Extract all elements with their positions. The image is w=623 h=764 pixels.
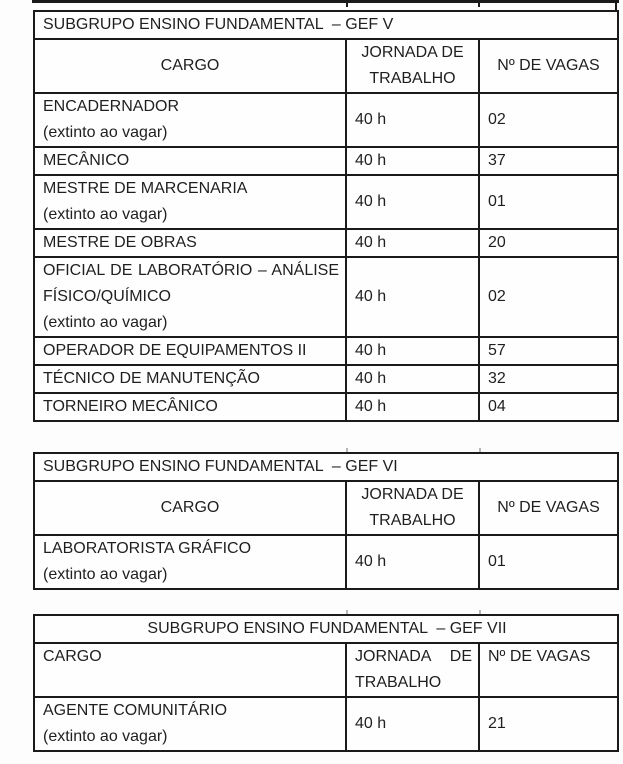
table-row (34, 365, 618, 393)
table-section-gef-vi (33, 452, 617, 590)
table-row (34, 229, 618, 257)
cargo-title: MESTRE DE OBRAS (43, 234, 197, 251)
column-header-jornada: JORNADA DE TRABALHO (346, 481, 479, 535)
scan-artifact-stub (346, 448, 348, 452)
jornada-cell: 40 h (346, 93, 479, 147)
cargo-title: TORNEIRO MECÂNICO (43, 398, 218, 415)
column-header-vagas: Nº DE VAGAS (479, 481, 618, 535)
cargo-note: (extinto ao vagar) (43, 566, 168, 583)
jornada-cell: 40 h (346, 697, 479, 751)
cargo-title: ENCADERNADOR (43, 98, 180, 115)
vagas-cell: 02 (479, 257, 618, 337)
cargo-cell (34, 535, 346, 589)
vagas-cell: 57 (479, 337, 618, 365)
column-header-vagas: Nº DE VAGAS (479, 39, 618, 93)
table-row (34, 257, 618, 337)
cargo-title: MECÂNICO (43, 152, 130, 169)
cargo-cell (34, 175, 346, 229)
cargo-title: LABORATORISTA GRÁFICO (43, 540, 252, 557)
cargo-cell (34, 257, 346, 337)
table-row (34, 535, 618, 589)
jornada-cell: 40 h (346, 257, 479, 337)
column-separator-stub (478, 3, 480, 7)
table-corner-stub (615, 3, 617, 10)
table-title-row (34, 11, 618, 39)
vagas-cell: 32 (479, 365, 618, 393)
vagas-cell: 21 (479, 697, 618, 751)
scan-artifact-stub (479, 448, 481, 452)
table-title: SUBGRUPO ENSINO FUNDAMENTAL – GEF V (34, 11, 618, 39)
cargo-title: TÉCNICO DE MANUTENÇÃO (43, 370, 260, 387)
vagas-cell: 02 (479, 93, 618, 147)
column-header-cargo: CARGO (34, 481, 346, 535)
vagas-cell: 04 (479, 393, 618, 421)
vagas-cell: 01 (479, 535, 618, 589)
jornada-cell: 40 h (346, 365, 479, 393)
cargo-cell (34, 147, 346, 175)
table-title-row (34, 453, 618, 481)
table-section-gef-vii (33, 614, 617, 752)
scan-artifact-stub (346, 610, 348, 614)
table-title-row (34, 615, 618, 643)
column-header-cargo: CARGO (34, 643, 346, 697)
cargo-cell (34, 93, 346, 147)
table-header-row (34, 481, 618, 535)
cargo-cell (34, 697, 346, 751)
table-row (34, 93, 618, 147)
table-row (34, 697, 618, 751)
column-separator-stub (346, 3, 348, 7)
cargo-cell (34, 229, 346, 257)
cargo-note: (extinto ao vagar) (43, 728, 168, 745)
vagas-cell: 01 (479, 175, 618, 229)
table-row (34, 393, 618, 421)
jornada-cell: 40 h (346, 393, 479, 421)
cargo-cell (34, 393, 346, 421)
jornada-cell: 40 h (346, 147, 479, 175)
vagas-cell: 20 (479, 229, 618, 257)
jornada-cell: 40 h (346, 535, 479, 589)
table-row (34, 175, 618, 229)
cargo-title: OFICIAL DE LABORATÓRIO – ANÁLISE FÍSICO/QUÍMICO (43, 262, 339, 305)
cargo-title: AGENTE COMUNITÁRIO (43, 702, 228, 719)
table-header-row (34, 39, 618, 93)
table-gef-vi (33, 452, 619, 590)
table-gef-v (33, 10, 619, 422)
cargo-cell (34, 337, 346, 365)
cargo-cell (34, 365, 346, 393)
table-section-gef-v (33, 10, 617, 422)
jornada-cell: 40 h (346, 229, 479, 257)
cargo-title: MESTRE DE MARCENARIA (43, 180, 248, 197)
column-header-jornada: JORNADA DE TRABALHO (346, 643, 479, 697)
cargo-note: (extinto ao vagar) (43, 124, 168, 141)
column-header-cargo: CARGO (34, 39, 346, 93)
cargo-note: (extinto ao vagar) (43, 206, 168, 223)
table-title: SUBGRUPO ENSINO FUNDAMENTAL – GEF VII (34, 615, 618, 643)
cargo-note: (extinto ao vagar) (43, 314, 168, 331)
table-gef-vii (33, 614, 619, 752)
column-header-vagas: Nº DE VAGAS (479, 643, 618, 697)
column-header-jornada: JORNADA DE TRABALHO (346, 39, 479, 93)
vagas-cell: 37 (479, 147, 618, 175)
jornada-cell: 40 h (346, 337, 479, 365)
table-header-row (34, 643, 618, 697)
jornada-cell: 40 h (346, 175, 479, 229)
table-row (34, 337, 618, 365)
cargo-title: OPERADOR DE EQUIPAMENTOS II (43, 342, 307, 359)
table-row (34, 147, 618, 175)
scan-artifact-stub (479, 610, 481, 614)
table-title: SUBGRUPO ENSINO FUNDAMENTAL – GEF VI (34, 453, 618, 481)
cropped-table-bottom-edge (32, 0, 619, 3)
